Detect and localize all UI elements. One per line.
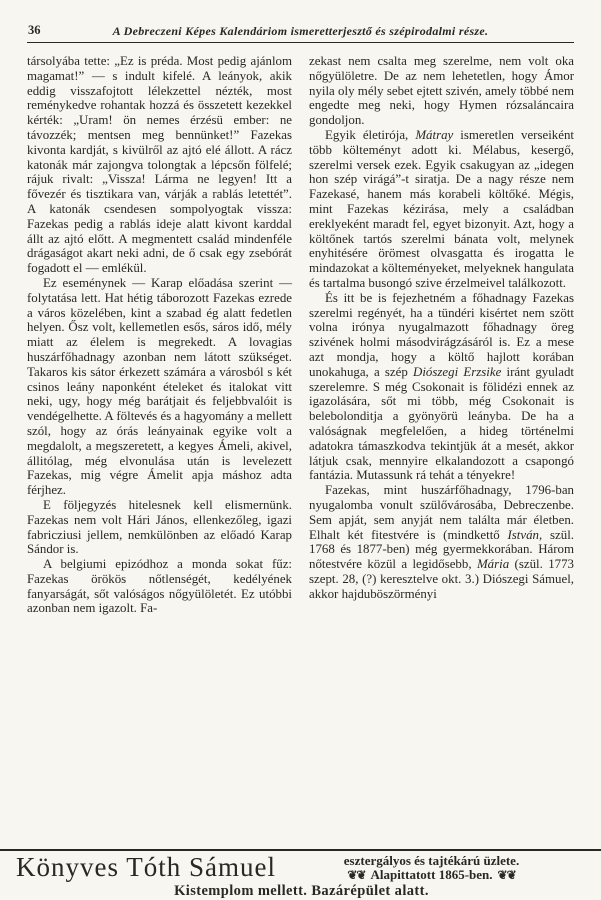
floral-ornament-icon: ❦❦ [347,868,366,882]
ad-location-line: Kistemplom mellett. Bazárépület alatt. [174,883,429,899]
advertisement [0,849,601,900]
page-header [27,22,574,38]
ad-business-line: esztergályos és tajtékárú üzlete. [343,853,520,868]
paragraph: És itt be is fejezhetném a főhadnagy Fazekas szerelmi regényét, ha a tündéri kisértet nem szött volna irónya nyugalmazott főhadnagy öreg szivének holmi másodvirágzásáról is. Ez a mese azt mondja, hogy a költő hajlott korában unokahuga, a szép Diószegi Erzsike iránt gyuladt szerelemre. S még Csokonait is fölidézi ennek az igazolására, sőt mi több, még Csokonait is belebolonditja a gyönyörü leányba. De ha a valóságnak megfelelően, a hideg történelmi adatokra támaszkodva tekintjük át a mesét, akkor látjuk csak, mennyire elkalandozott a csapongó fantázia. Mutassunk rá tehát a tényekre! [309,290,574,483]
ad-founded-line [276,868,587,882]
paragraph: társolyába tette: „Ez is préda. Most pedig ajánlom magamat!” — s indult kifelé. A leányok, akik eddig visszafojtott lélekzettel nézték, most reménykedve rohantak hozzá és összetett kezekkel kérték: „Uram! ön nemes érzésü ember: ne távozzék; mentsen meg bennünket!” Fazekas kivonta kardját, s kivülről az ajtó elé állott. A rácz katonák már zajongva tolongtak a lépcsőn fölfelé; rájuk rivalt: „Vissza! Lárma ne legyen! Itt a fővezér és tisztikara van, várják a rablás letettét”. A katonák csendesen sompolyogtak vissza: Fazekas pedig a rablás ideje alatt kivont karddal állt az ajtó előtt. A megmentett család mindenféle drágaságot akart neki adni, de ő csak egy zsebórát fogadott el — emlékül. [27,54,292,276]
paragraph: E följegyzés hitelesnek kell elismernünk. Fazekas nem volt Hári János, ellenkezőleg, igazi fabricziusi jellem, nemkülönben az előadó Karap Sándor is. [27,497,292,557]
ad-top-row [16,853,587,882]
running-title: A Debreczeni Képes Kalendáriom ismeretterjesztő és szépirodalmi része. [112,24,489,38]
ad-founded-text: Alapittatott 1865-ben. [370,867,493,882]
paragraph: A belgiumi epizódhoz a monda sokat fűz: Fazekas örökös nőtlenségét, kedélyének fanyarságát, sőt valóságos nőgyülöletét. Ez utóbbi azonban nem igazolt. Fa- [27,557,292,616]
paragraph: Fazekas, mint huszárfőhadnagy, 1796-ban nyugalomba vonult szülővárosába, Debreczenbe. Sem apját, sem anyját nem találta már életben. Elhalt két fitestvére is (mindkettő István, szül. 1768 és 1877-ben) még gyermekkorában. Három nőtestvére közül a legidősebb, Mária (szül. 1773 szept. 28, (?) keresztelve okt. 3.) Diószegi Sámuel, akkor hajduböszörményi [309,483,574,601]
paragraph: Ez eseménynek — Karap előadása szerint — folytatása lett. Hat hétig táborozott Fazekas ezrede a város közelében, kint a szabad ég alatt fedetlen helyen. Ősz volt, kellemetlen esős, sáros idő, mély miatt az élelem is megrekedt. A lovagias huszárfőhadnagy azonban nem látott szükséget. Takaros kis sátor érkezett számára a városból s két csinos leány naponként ételeket és italokat vitt neki, ugy, hogy még barátjait és feljebbvalóit is vendégelhette. A föltevés és a hagyomány a mellett szól, hogy az órás leányainak egyike volt a megdalolt, a megszeretett, a kegyes Ámeli, akivel, állitólag, még elvonulása után is levelezett Fazekas, mig végre Ámelit apja máshoz adta férjhez. [27,275,292,498]
ad-details [276,853,587,882]
paragraph: Egyik életirója, Mátray ismeretlen verseiként több költeményt adott ki. Mélabus, kesergő, szerelmi versek ezek. Egyik csakugyan az „idegen hon szép virágá”-t siratja. De a nagy része nem Fazekasé, hanem más korabeli költőké. Mégis, mint Fazekas kézirása, mely a családban ereklyeként maradt fel, egyet bizonyit. Azt, hogy a költőnek tartós szerelmi bánata volt, melynek enyhitésére örömest olvasgatta és irogatta le mindazokat a költeményeket, melyeknek hangulata és tartalma busongó szive érzelmeivel találkozott. [309,127,574,290]
right-column [309,54,574,836]
advertiser-name: Könyves Tóth Sámuel [16,852,276,882]
page-number: 36 [28,23,41,37]
paragraph: zekast nem csalta meg szerelme, nem volt oka nőgyülöletre. De az nem lehetetlen, hogy Ámor nyila oly mély sebet ejtett szivén, amely többé nem engedte meg neki, hogy Hymen rózsaláncaira gondoljon. [309,54,574,128]
header-rule [27,42,574,43]
left-column [27,54,292,836]
floral-ornament-icon: ❦❦ [497,868,516,882]
article-body [27,54,574,836]
